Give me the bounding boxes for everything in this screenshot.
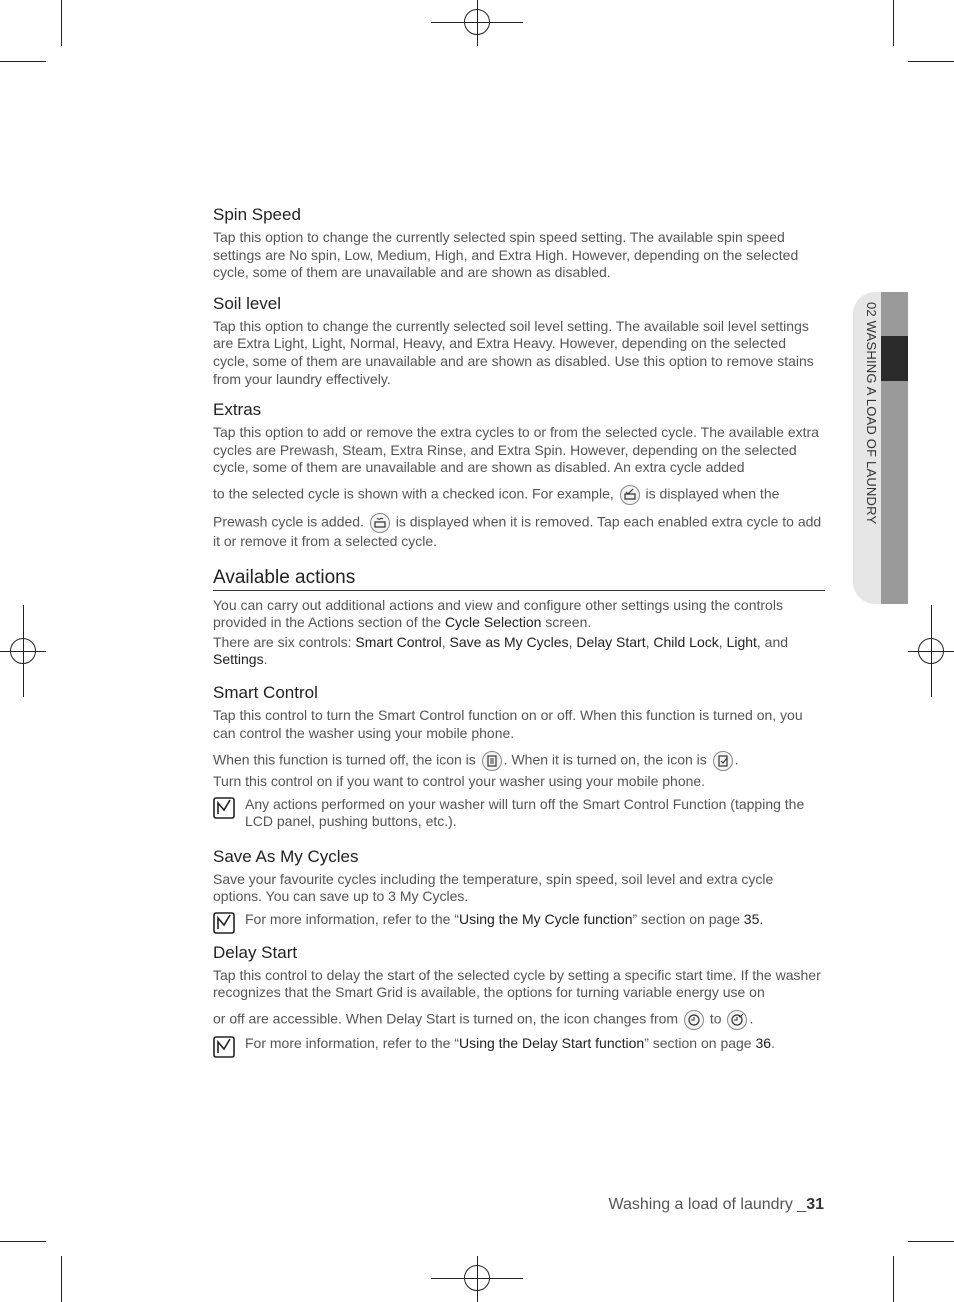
soil-level-text: Tap this option to change the currently selected soil level setting. The available soil level settings are Extra Light, Light, Normal, Heavy, and Extra Heavy. However, depending on the selected cycle, some of them are unavailable and are shown as disabled. Use this option to remove stains from your laundry effectively. <box>213 317 814 387</box>
my-cycle-reference: Using the My Cycle function <box>458 911 633 928</box>
delay-start-on-icon <box>727 1010 747 1030</box>
page-reference: 35 <box>743 911 760 928</box>
registration-mark <box>464 1265 490 1291</box>
page-number: 31 <box>806 1196 824 1213</box>
available-actions-controls: There are six controls: Smart Control, Save as My Cycles, Delay Start, Child Lock, Light, and Settings. <box>213 633 789 668</box>
smart-control-off-icon <box>482 751 502 771</box>
save-my-cycles-note <box>213 911 825 929</box>
soil-level-heading: Soil level <box>213 293 282 313</box>
extras-heading: Extras <box>213 400 262 420</box>
delay-start-off-icon <box>684 1010 704 1030</box>
delay-start-icon-text: or off are accessible. When Delay Start is turned on, the icon changes from to . <box>213 1010 825 1030</box>
note-icon <box>213 912 235 934</box>
page-content <box>213 205 825 1052</box>
cycle-selection-keyword: Cycle Selection <box>444 614 542 631</box>
prewash-unchecked-icon <box>370 513 390 533</box>
crop-mark <box>893 0 894 46</box>
crop-mark <box>908 1241 954 1242</box>
page-reference: 36 <box>755 1034 772 1051</box>
note-icon <box>213 1036 235 1058</box>
crop-mark <box>0 61 46 62</box>
note-icon <box>213 797 235 819</box>
spin-speed-text: Tap this option to change the currently selected spin speed setting. The available spin speed settings are No spin, Low, Medium, High, and Extra High. However, depending on the selected cycle, some of them are unavailable and are shown as disabled. <box>213 229 799 281</box>
control-delay-start: Delay Start <box>576 633 646 650</box>
control-child-lock: Child Lock <box>653 633 719 650</box>
save-my-cycles-heading: Save As My Cycles <box>213 846 359 866</box>
spin-speed-heading: Spin Speed <box>213 205 301 224</box>
smart-control-heading: Smart Control <box>213 682 318 702</box>
delay-start-note-text: For more information, refer to the “Using the Delay Start function” section on page 36. <box>245 1034 775 1051</box>
crop-mark <box>61 0 62 46</box>
footer-text: Washing a load of laundry _ <box>608 1196 807 1213</box>
smart-control-on-icon <box>713 751 733 771</box>
smart-control-icon-text: When this function is turned off, the icon is . When it is turned on, the icon is . <box>213 751 825 771</box>
delay-start-note <box>213 1035 825 1053</box>
control-save-my-cycles: Save as My Cycles <box>449 633 569 650</box>
control-settings: Settings <box>213 651 264 668</box>
available-actions-heading: Available actions <box>213 567 825 591</box>
registration-mark <box>10 638 36 664</box>
tab-chapter-marker <box>881 336 908 381</box>
page-footer <box>608 1196 824 1214</box>
available-actions-intro: You can carry out additional actions and view and configure other settings using the controls provided in the Actions section of the Cycle Selection screen. <box>213 596 783 631</box>
extras-text: Tap this option to add or remove the extra cycles to or from the selected cycle. The available extra cycles are Prewash, Steam, Extra Rinse, and Extra Spin. However, depending on the selected cycle, some of them are unavailable and are shown as disabled. An extra cycle added to the selected cycle is shown with a checked icon. For example, is displayed when the Prewash cycle is added. is displayed when it is removed. Tap each enabled extra cycle to add it or remove it from a selected cycle. <box>213 424 822 549</box>
registration-mark <box>918 638 944 664</box>
delay-start-reference: Using the Delay Start function <box>458 1034 645 1051</box>
prewash-checked-icon <box>620 485 640 505</box>
registration-mark <box>464 9 490 35</box>
crop-mark <box>0 1241 46 1242</box>
chapter-side-tab <box>853 292 908 604</box>
crop-mark <box>893 1256 894 1302</box>
smart-control-text: Tap this control to turn the Smart Control function on or off. When this function is turned on, you can control the washer using your mobile phone. <box>213 706 803 741</box>
crop-mark <box>908 61 954 62</box>
delay-start-text: Tap this control to delay the start of the selected cycle by setting a specific start time. If the washer recognizes that the Smart Grid is available, the options for turning variable energy use on <box>213 966 821 1001</box>
smart-control-note-text: Any actions performed on your washer will turn off the Smart Control Function (tapping the LCD panel, pushing buttons, etc.). <box>245 795 805 830</box>
crop-mark <box>61 1256 62 1302</box>
smart-control-note <box>213 796 825 831</box>
control-smart-control: Smart Control <box>355 633 442 650</box>
smart-control-text-2: Turn this control on if you want to control your washer using your mobile phone. <box>213 773 706 790</box>
chapter-label: 02 WASHING A LOAD OF LAUNDRY <box>864 302 879 525</box>
save-my-cycles-text: Save your favourite cycles including the temperature, spin speed, soil level and extra cycle options. You can save up to 3 My Cycles. <box>213 870 774 905</box>
control-light: Light <box>726 633 757 650</box>
save-my-cycles-note-text: For more information, refer to the “Using the My Cycle function” section on page 35. <box>245 911 764 928</box>
delay-start-heading: Delay Start <box>213 942 298 962</box>
